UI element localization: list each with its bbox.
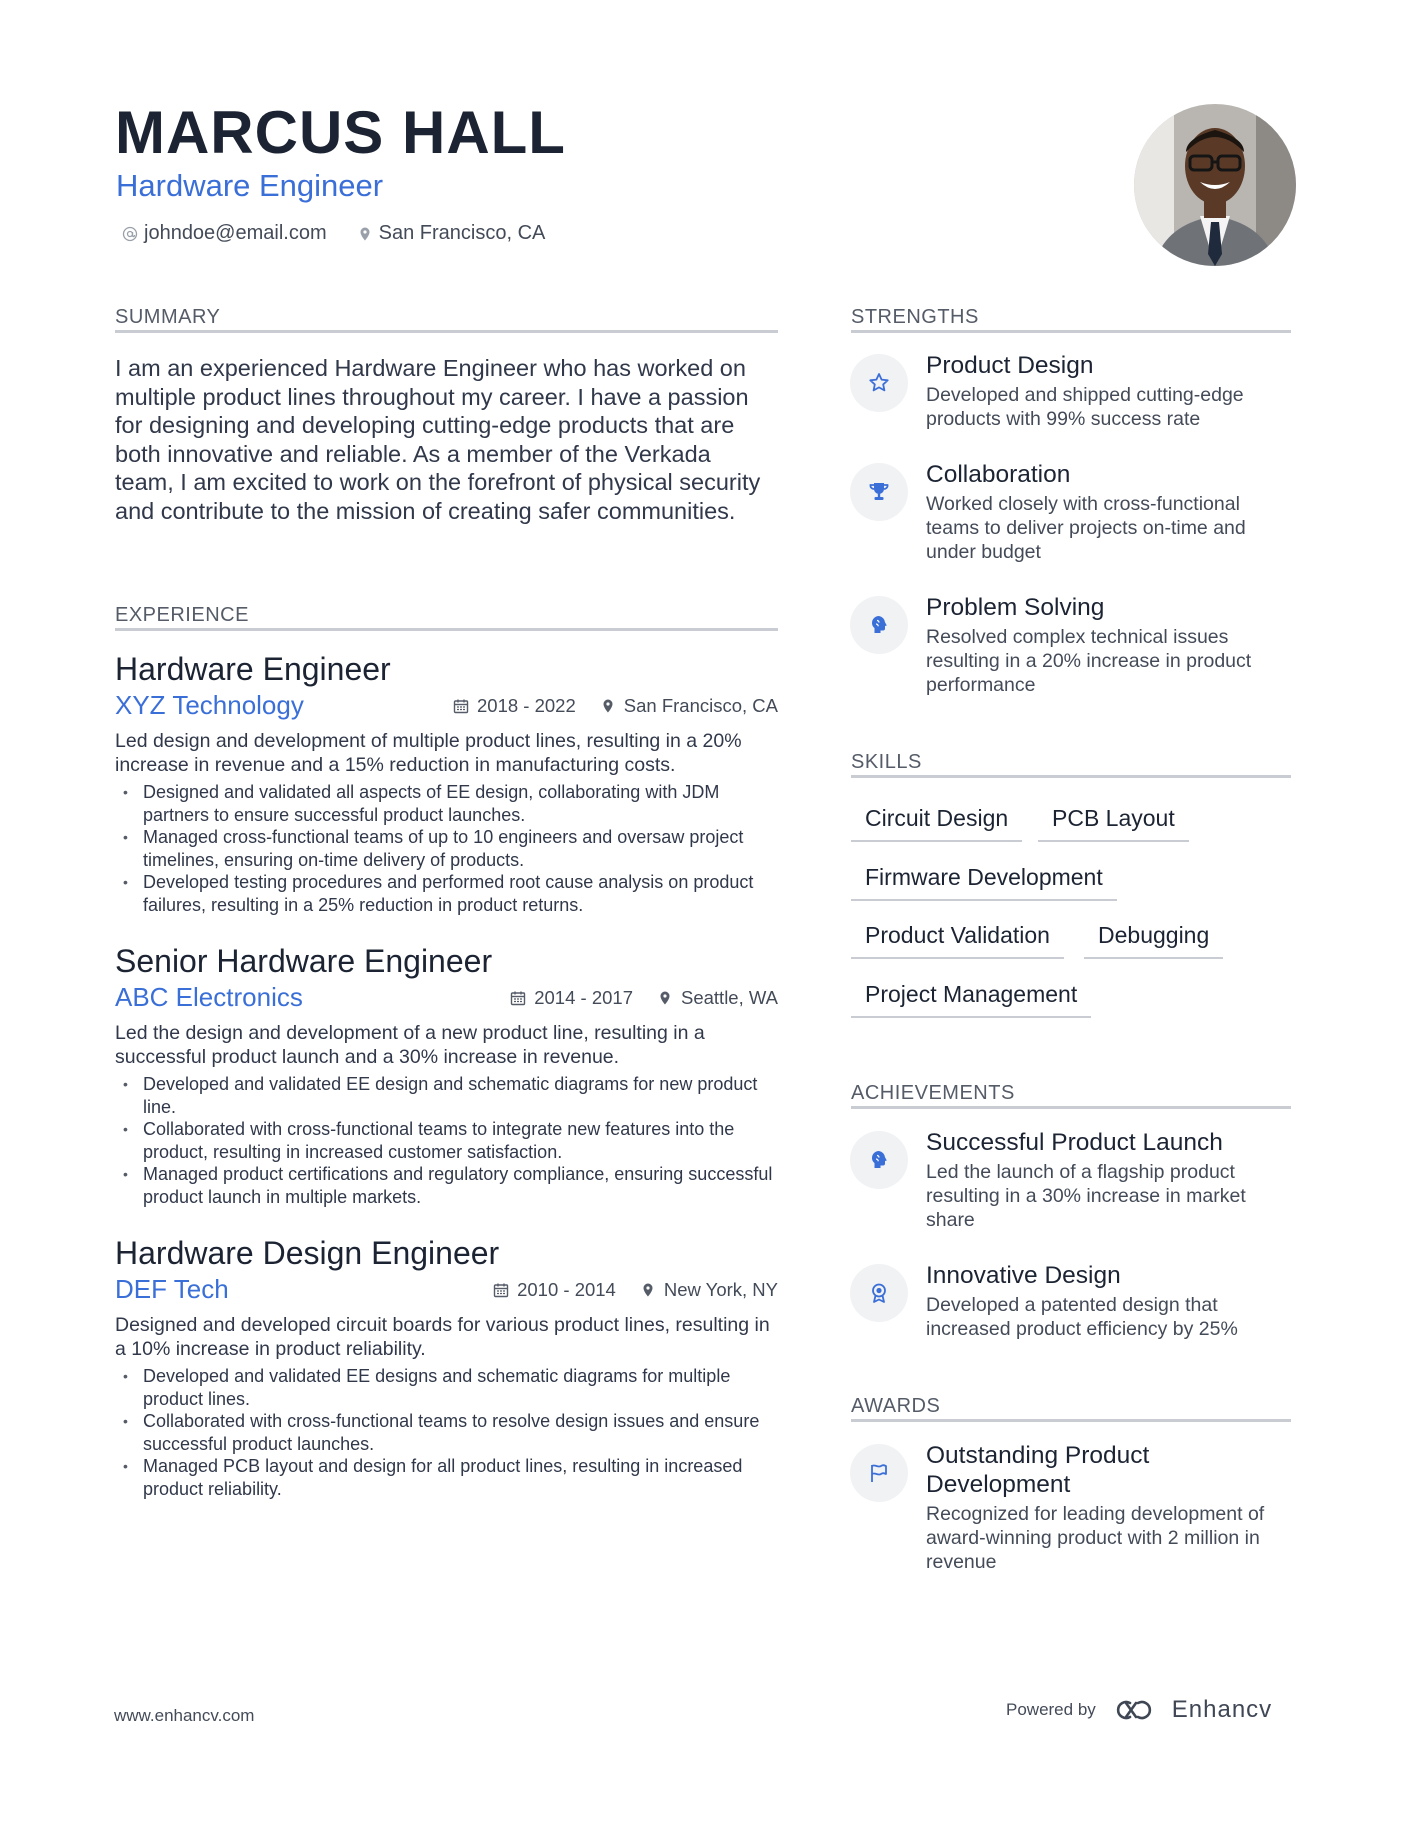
summary-text: I am an experienced Hardware Engineer who has worked on multiple product lines throughout my career. I have a passion for designing and developing cutting-edge products that are both innovative and reliable. As a member of the Verkada team, I am excited to work on the forefront of physical security and contribute to the mission of creating safer communities. xyxy=(115,355,761,524)
achievements-divider xyxy=(851,1106,1291,1109)
brand-name[interactable]: Enhancv xyxy=(1171,1696,1273,1723)
bullet-item: • Developed testing procedures and performed root cause analysis on product failures, resulting in a 25% reduction in product returns. xyxy=(143,871,778,916)
bullet-item: • Developed and validated EE designs and schematic diagrams for multiple product lines. xyxy=(143,1365,778,1410)
map-pin-icon xyxy=(600,698,616,714)
job-dates-text: 2018 - 2022 xyxy=(477,694,576,716)
strength-description: Resolved complex technical issues resulting in a 20% increase in product performance xyxy=(926,626,1252,696)
map-pin-icon xyxy=(357,226,373,242)
awards-heading: AWARDS xyxy=(851,1395,941,1417)
email-contact[interactable] xyxy=(122,222,327,245)
strength-title: Collaboration xyxy=(926,461,1071,488)
enhancv-logo-icon xyxy=(1110,1697,1158,1723)
powered-by-text: Powered by xyxy=(1006,1700,1096,1719)
profile-photo xyxy=(1134,104,1296,266)
achievement-description: Developed a patented design that increased product efficiency by 25% xyxy=(926,1294,1238,1340)
calendar-icon xyxy=(453,698,469,714)
company-name: ABC Electronics xyxy=(115,982,303,1012)
company-name: XYZ Technology xyxy=(115,690,304,720)
bullet-item: • Designed and validated all aspects of EE design, collaborating with JDM partners to ensure successful product launches. xyxy=(143,781,778,826)
job-entry xyxy=(115,650,778,916)
job-dates xyxy=(453,695,576,717)
skill-chip: Firmware Development xyxy=(851,864,1117,901)
job-location xyxy=(600,695,778,717)
calendar-icon xyxy=(493,1282,509,1298)
job-description: Led design and development of multiple product lines, resulting in a 20% increase in revenue and a 15% reduction in manufacturing costs. xyxy=(115,730,742,776)
achievement-item xyxy=(850,1131,1290,1232)
award-item xyxy=(850,1444,1290,1574)
summary-divider xyxy=(115,330,778,333)
skills-heading: SKILLS xyxy=(851,751,922,773)
award-title: Outstanding Product Development xyxy=(926,1442,1150,1498)
bullet-item: • Collaborated with cross-functional teams to resolve design issues and ensure successful product launches. xyxy=(143,1410,778,1455)
summary-heading: SUMMARY xyxy=(115,306,221,328)
strength-item xyxy=(850,596,1290,697)
job-entry xyxy=(115,942,778,1208)
flag-icon xyxy=(850,1444,908,1502)
job-title: Hardware Design Engineer xyxy=(115,1235,500,1271)
job-bullets xyxy=(115,1073,778,1208)
strength-item xyxy=(850,463,1290,564)
experience-divider xyxy=(115,628,778,631)
job-title: Hardware Engineer xyxy=(115,651,391,687)
footer-branding xyxy=(1006,1696,1272,1724)
achievement-title: Successful Product Launch xyxy=(926,1129,1223,1156)
contact-row xyxy=(122,222,545,245)
skills-divider xyxy=(851,775,1291,778)
strengths-heading: STRENGTHS xyxy=(851,306,979,328)
star-icon xyxy=(850,354,908,412)
job-title: Senior Hardware Engineer xyxy=(115,943,493,979)
strengths-divider xyxy=(851,330,1291,333)
location-contact xyxy=(357,222,546,245)
bullet-item: • Collaborated with cross-functional teams to integrate new features into the product, resulting in increased customer satisfaction. xyxy=(143,1118,778,1163)
calendar-icon xyxy=(510,990,526,1006)
award-icon xyxy=(850,1264,908,1322)
award-description: Recognized for leading development of award-winning product with 2 million in revenue xyxy=(926,1503,1265,1573)
trophy-icon xyxy=(850,463,908,521)
skill-chip: Project Management xyxy=(851,981,1091,1018)
job-location xyxy=(657,987,778,1009)
awards-divider xyxy=(851,1419,1291,1422)
job-entry xyxy=(115,1234,778,1500)
bullet-item: • Managed product certifications and regulatory compliance, ensuring successful product launch in multiple markets. xyxy=(143,1163,778,1208)
job-location-text: New York, NY xyxy=(663,1278,778,1300)
company-name: DEF Tech xyxy=(115,1274,229,1304)
strength-title: Product Design xyxy=(926,352,1094,379)
job-description: Led the design and development of a new product line, resulting in a successful product launch and a 30% increase in revenue. xyxy=(115,1022,705,1068)
location-text: San Francisco, CA xyxy=(378,222,546,244)
achievement-item xyxy=(850,1264,1290,1341)
job-description: Designed and developed circuit boards for various product lines, resulting in a 10% increase in product reliability. xyxy=(115,1314,770,1360)
job-dates-text: 2010 - 2014 xyxy=(517,1278,616,1300)
strength-description: Worked closely with cross-functional teams to deliver projects on-time and under budget xyxy=(926,493,1246,563)
candidate-name: MARCUS HALL xyxy=(115,99,566,166)
skill-chip: Circuit Design xyxy=(851,805,1022,842)
strength-title: Problem Solving xyxy=(926,594,1105,621)
achievement-description: Led the launch of a flagship product resulting in a 30% increase in market share xyxy=(926,1161,1246,1231)
job-location-text: San Francisco, CA xyxy=(623,694,778,716)
job-bullets xyxy=(115,1365,778,1500)
at-icon xyxy=(122,226,138,242)
experience-heading: EXPERIENCE xyxy=(115,604,249,626)
brain-icon xyxy=(850,1131,908,1189)
candidate-role: Hardware Engineer xyxy=(116,168,384,203)
job-location xyxy=(640,1279,778,1301)
footer-website[interactable]: www.enhancv.com xyxy=(114,1706,255,1725)
map-pin-icon xyxy=(657,990,673,1006)
strength-description: Developed and shipped cutting-edge products with 99% success rate xyxy=(926,384,1244,430)
job-location-text: Seattle, WA xyxy=(681,986,778,1008)
skill-chip: Product Validation xyxy=(851,922,1064,959)
achievements-heading: ACHIEVEMENTS xyxy=(851,1082,1015,1104)
map-pin-icon xyxy=(640,1282,656,1298)
job-dates-text: 2014 - 2017 xyxy=(534,986,633,1008)
strength-item xyxy=(850,354,1290,431)
job-dates xyxy=(493,1279,616,1301)
bullet-item: • Managed cross-functional teams of up to 10 engineers and oversaw project timelines, ensuring on-time delivery of products. xyxy=(143,826,778,871)
bullet-item: • Developed and validated EE design and schematic diagrams for new product line. xyxy=(143,1073,778,1118)
job-bullets xyxy=(115,781,778,916)
job-dates xyxy=(510,987,633,1009)
bullet-item: • Managed PCB layout and design for all product lines, resulting in increased product reliability. xyxy=(143,1455,778,1500)
achievement-title: Innovative Design xyxy=(926,1262,1121,1289)
email-text: johndoe@email.com xyxy=(144,222,327,244)
skill-chip: PCB Layout xyxy=(1038,805,1189,842)
skill-chip: Debugging xyxy=(1084,922,1223,959)
brain-icon xyxy=(850,596,908,654)
